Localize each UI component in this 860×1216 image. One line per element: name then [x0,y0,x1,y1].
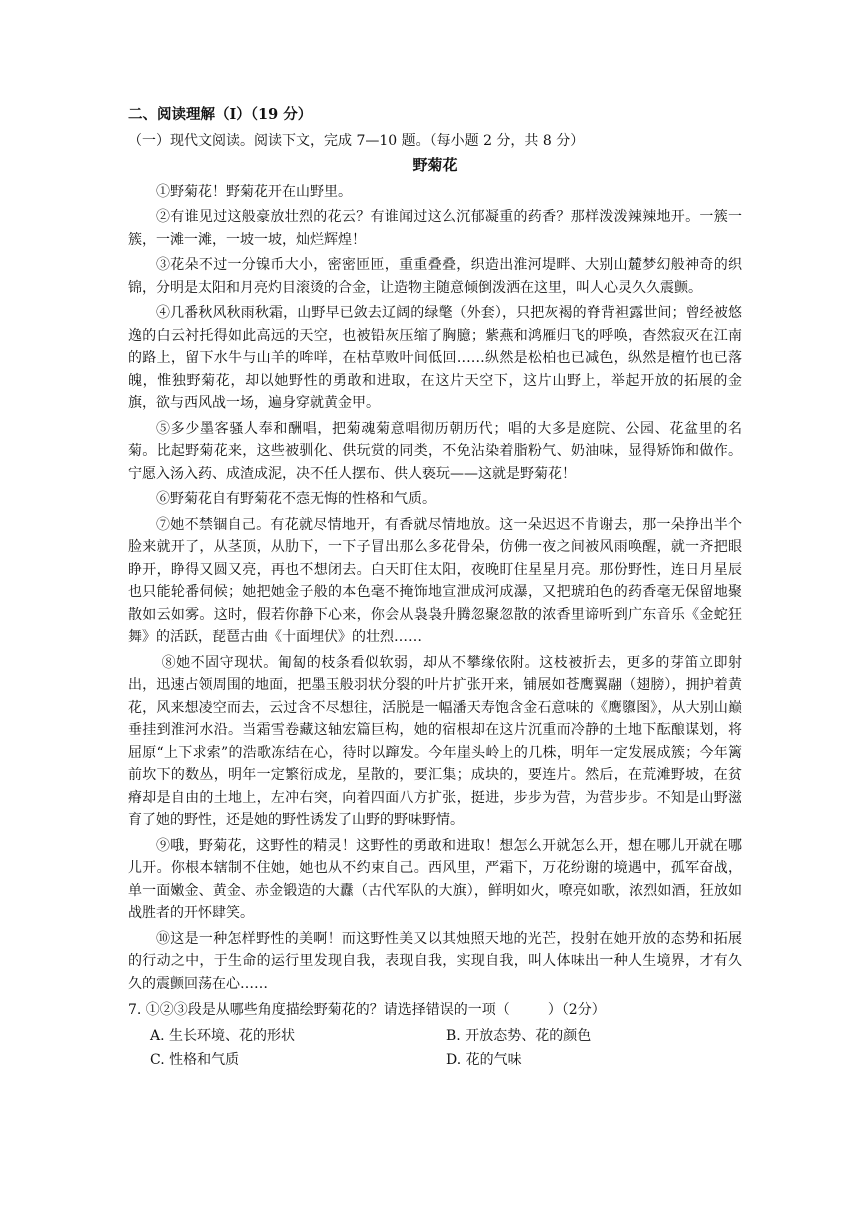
article-title: 野菊花 [412,156,458,174]
option-d[interactable]: D. 花的气味 [446,1052,522,1068]
option-a[interactable]: A. 生长环境、花的形状 [150,1027,296,1044]
paragraph-9: ⑨哦，野菊花，这野性的精灵！这野性的勇敢和进取！想怎么开就怎么开，想在哪儿开就在哪儿开。你根本辖制不住她，她也从不约束自己。西风里，严霜下，万花纷谢的境遇中，孤军奋战，单一面嫩金、黄金、赤金锻造的大纛（古代军队的大旗），鲜明如火，嘹亮如歌，浓烈如酒，狂放如战胜者的开怀肆笑。 [128,837,742,921]
paragraph-3: ③花朵不过一分镍币大小，密密匝匝，重重叠叠，织造出淮河堤畔、大别山麓梦幻般神奇的织锦，分明是太阳和月亮灼目滚烫的合金，让造物主随意倾倒泼洒在这里，叫人心灵久久震颤。 [128,257,742,296]
question-options [128,1025,742,1072]
exam-page [128,104,742,1072]
question-stem: 7. ①②③段是从哪些角度描绘野菊花的？请选择错误的一项（ [128,1002,510,1018]
paragraph-6: ⑥野菊花自有野菊花不悫无悔的性格和气质。 [156,491,436,507]
paragraph-8: ⑧她不固守现状。匍匐的枝条看似软弱，却从不攀缘依附。这枝被折去，更多的芽笛立即射出，迅速占领周围的地面，把墨玉般羽状分裂的叶片扩张开来，铺展如苍鹰翼翮（翅膀），拥护着黄花，风来想凌空而去，云过含不尽想往，活脱是一幅潘天寿饱含金石意味的《鹰隳图》，从大别山巅垂挂到淮河水沿。当霜雪卷藏这轴宏篇巨构，她的宿根却在这片沉重而冷静的土地下酝酿谋划，将屈原“上下求索”的浩歌冻结在心，待时以蹿发。今年崖头岭上的几株，明年一定发展成簇；今年篱前坎下的数丛，明年一定繁衍成龙，星散的，要汇集；成块的，要连片。然后，在荒滩野坡，在贫瘠却是自由的土地上，左冲右突，向着四面八方扩张，挺进，步步为营，为营步步。不知是山野滋育了她的野性，还是她的野性诱发了山野的野味野情。 [128,654,742,828]
instructions: （一）现代文阅读。阅读下文，完成 7—10 题。（每小题 2 分，共 8 分） [128,132,585,149]
paragraph-10: ⑩这是一种怎样野性的美啊！而这野性美又以其烛照天地的光芒，投射在她开放的态势和拓展的行动之中，于生命的运行里发现自我，表现自我，实现自我，叫人体味出一种人生境界，才有久久的震颤回荡在心…… [128,930,742,992]
paragraph-2: ②有谁见过这般豪放壮烈的花云？有谁闻过这么沉郁凝重的药香？那样泼泼辣辣地开。一簇一簇，一滩一滩，一坡一坡，灿烂辉煌！ [128,209,742,248]
option-b[interactable]: B. 开放态势、花的颜色 [446,1027,592,1044]
paragraph-4: ④几番秋风秋雨秋霜，山野早已敛去辽阔的绿氅（外套），只把灰褐的脊背袒露世间；曾经被悠逸的白云衬托得如此高远的天空，也被铅灰压缩了胸臆；紫燕和鸿雁归飞的呼唤，杳然寂灭在江南的路上，留下水牛与山羊的哞咩，在枯草败叶间低回……纵然是松柏也已减色，纵然是檀竹也已落魄，惟独野菊花，却以她野性的勇敢和进取，在这片天空下，这片山野上，举起开放的拓展的金旗，欲与西风战一场，遍身穿就黄金甲。 [128,305,742,411]
paragraph-5: ⑤多少墨客骚人奉和酬唱，把菊魂菊意唱彻历朝历代；唱的大多是庭院、公园、花盆里的名菊。比起野菊花来，这些被驯化、供玩赏的同类，不免沾染着脂粉气、奶油味，显得矫饰和做作。宁愿入汤入药、成渣成泥，决不任人摆布、供人亵玩——这就是野菊花！ [128,420,742,482]
question-points: ）（2分） [547,1002,606,1018]
question-7 [128,999,742,1022]
option-c[interactable]: C. 性格和气质 [150,1052,240,1068]
paragraph-7: ⑦她不禁锢自己。有花就尽情地开，有香就尽情地放。这一朵迟迟不肯谢去，那一朵挣出半个脸来就开了，从茎顶，从肋下，一下子冒出那么多花骨朵，仿佛一夜之间被风雨唤醒，就一齐把眼睁开，睁得又圆又亮，再也不想闭去。白天盯住太阳，夜晚盯住星星月亮。那份野性，连日月星辰也只能轮番伺候；她把她金子般的本色毫不掩饰地宣泄成河成瀑，又把琥珀色的药香毫无保留地聚散如云如雾。这时，假若你静下心来，你会从袅袅升腾忽聚忽散的浓香里谛听到广东音乐《金蛇狂舞》的活跃，琵琶古曲《十面埋伏》的壮烈…… [128,516,742,645]
paragraph-1: ①野菊花！野菊花开在山野里。 [156,183,352,200]
section-heading: 二、阅读理解（Ⅰ）（19 分） [128,106,313,123]
